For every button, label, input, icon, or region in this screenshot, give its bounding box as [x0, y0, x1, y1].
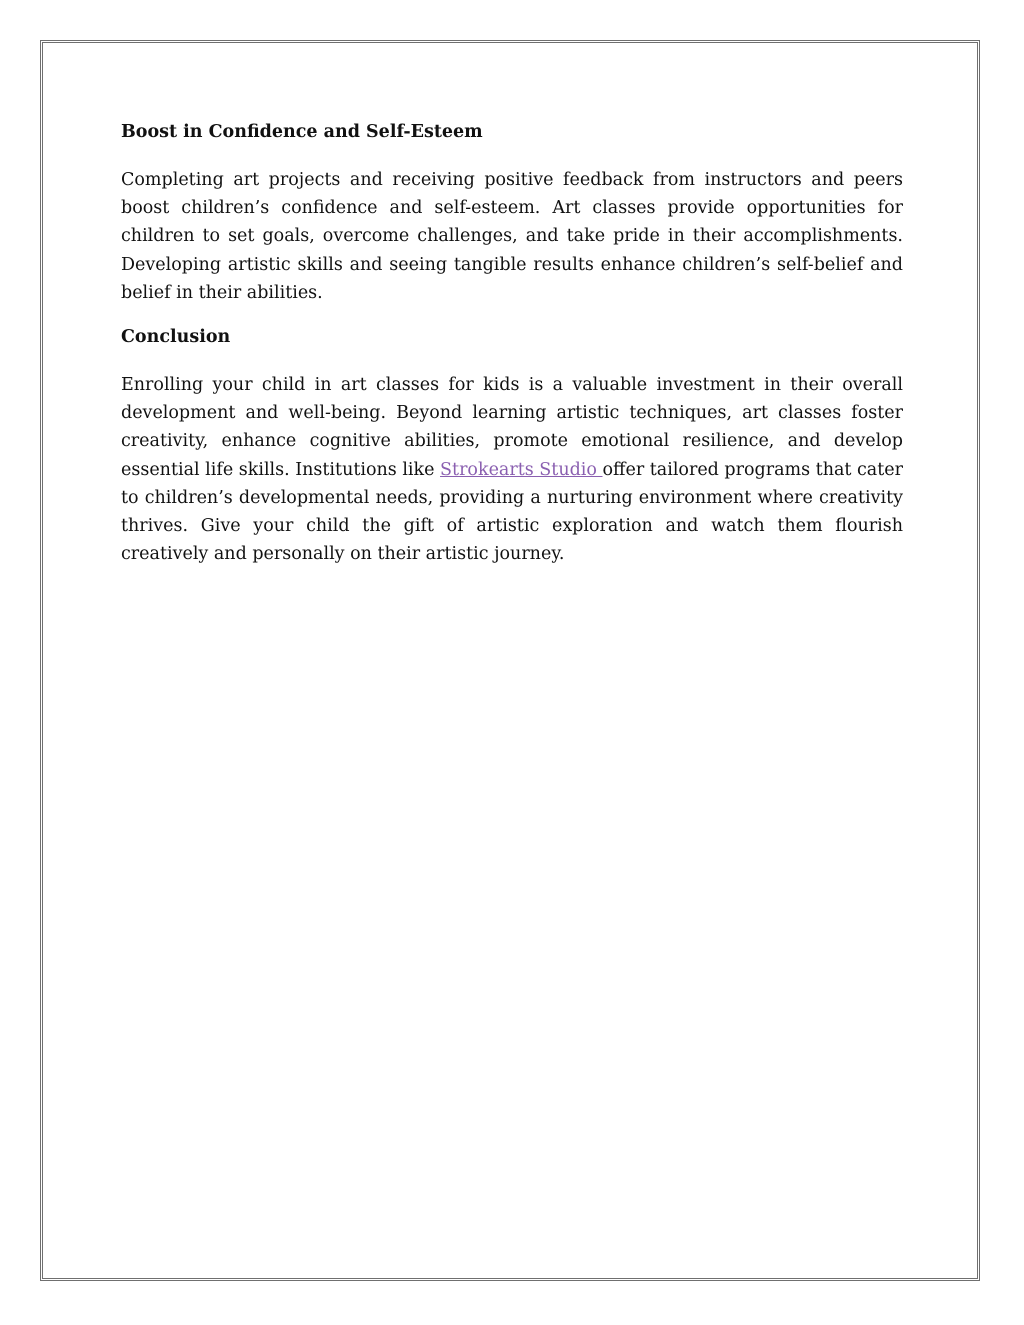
- section-body-confidence: Completing art projects and receiving positive feedback from instructors and peers boost children’s confidence and self-esteem. Art classes provide opportunities for children to set goals, overcome challenges, and take pride in their accomplishments. Developing artistic skills and seeing tangible results enhance children’s self-belief and belief in their abilities.: [121, 170, 903, 303]
- section-heading-confidence: Boost in Confidence and Self-Esteem: [121, 122, 483, 142]
- conclusion-text-before-link: Enrolling your child in art classes for kids is a valuable investment in their overall development and well-being. Beyond learning artistic techniques, art classes foster creativity, enhance cognitive abilities, promote emotional resilience, and develop essential life skills. Institutions like: [121, 375, 903, 480]
- conclusion-text-after-link: offer tailored programs that cater to children’s developmental needs, providing a nurturing environment where creativity thrives. Give your child the gift of artistic exploration and watch them flourish creatively and personally on their artistic journey.: [121, 459, 903, 565]
- document-content: [121, 118, 903, 584]
- section-body-conclusion: [121, 371, 903, 568]
- strokearts-studio-link[interactable]: Strokearts Studio: [440, 459, 603, 480]
- section-heading-conclusion: Conclusion: [121, 327, 231, 348]
